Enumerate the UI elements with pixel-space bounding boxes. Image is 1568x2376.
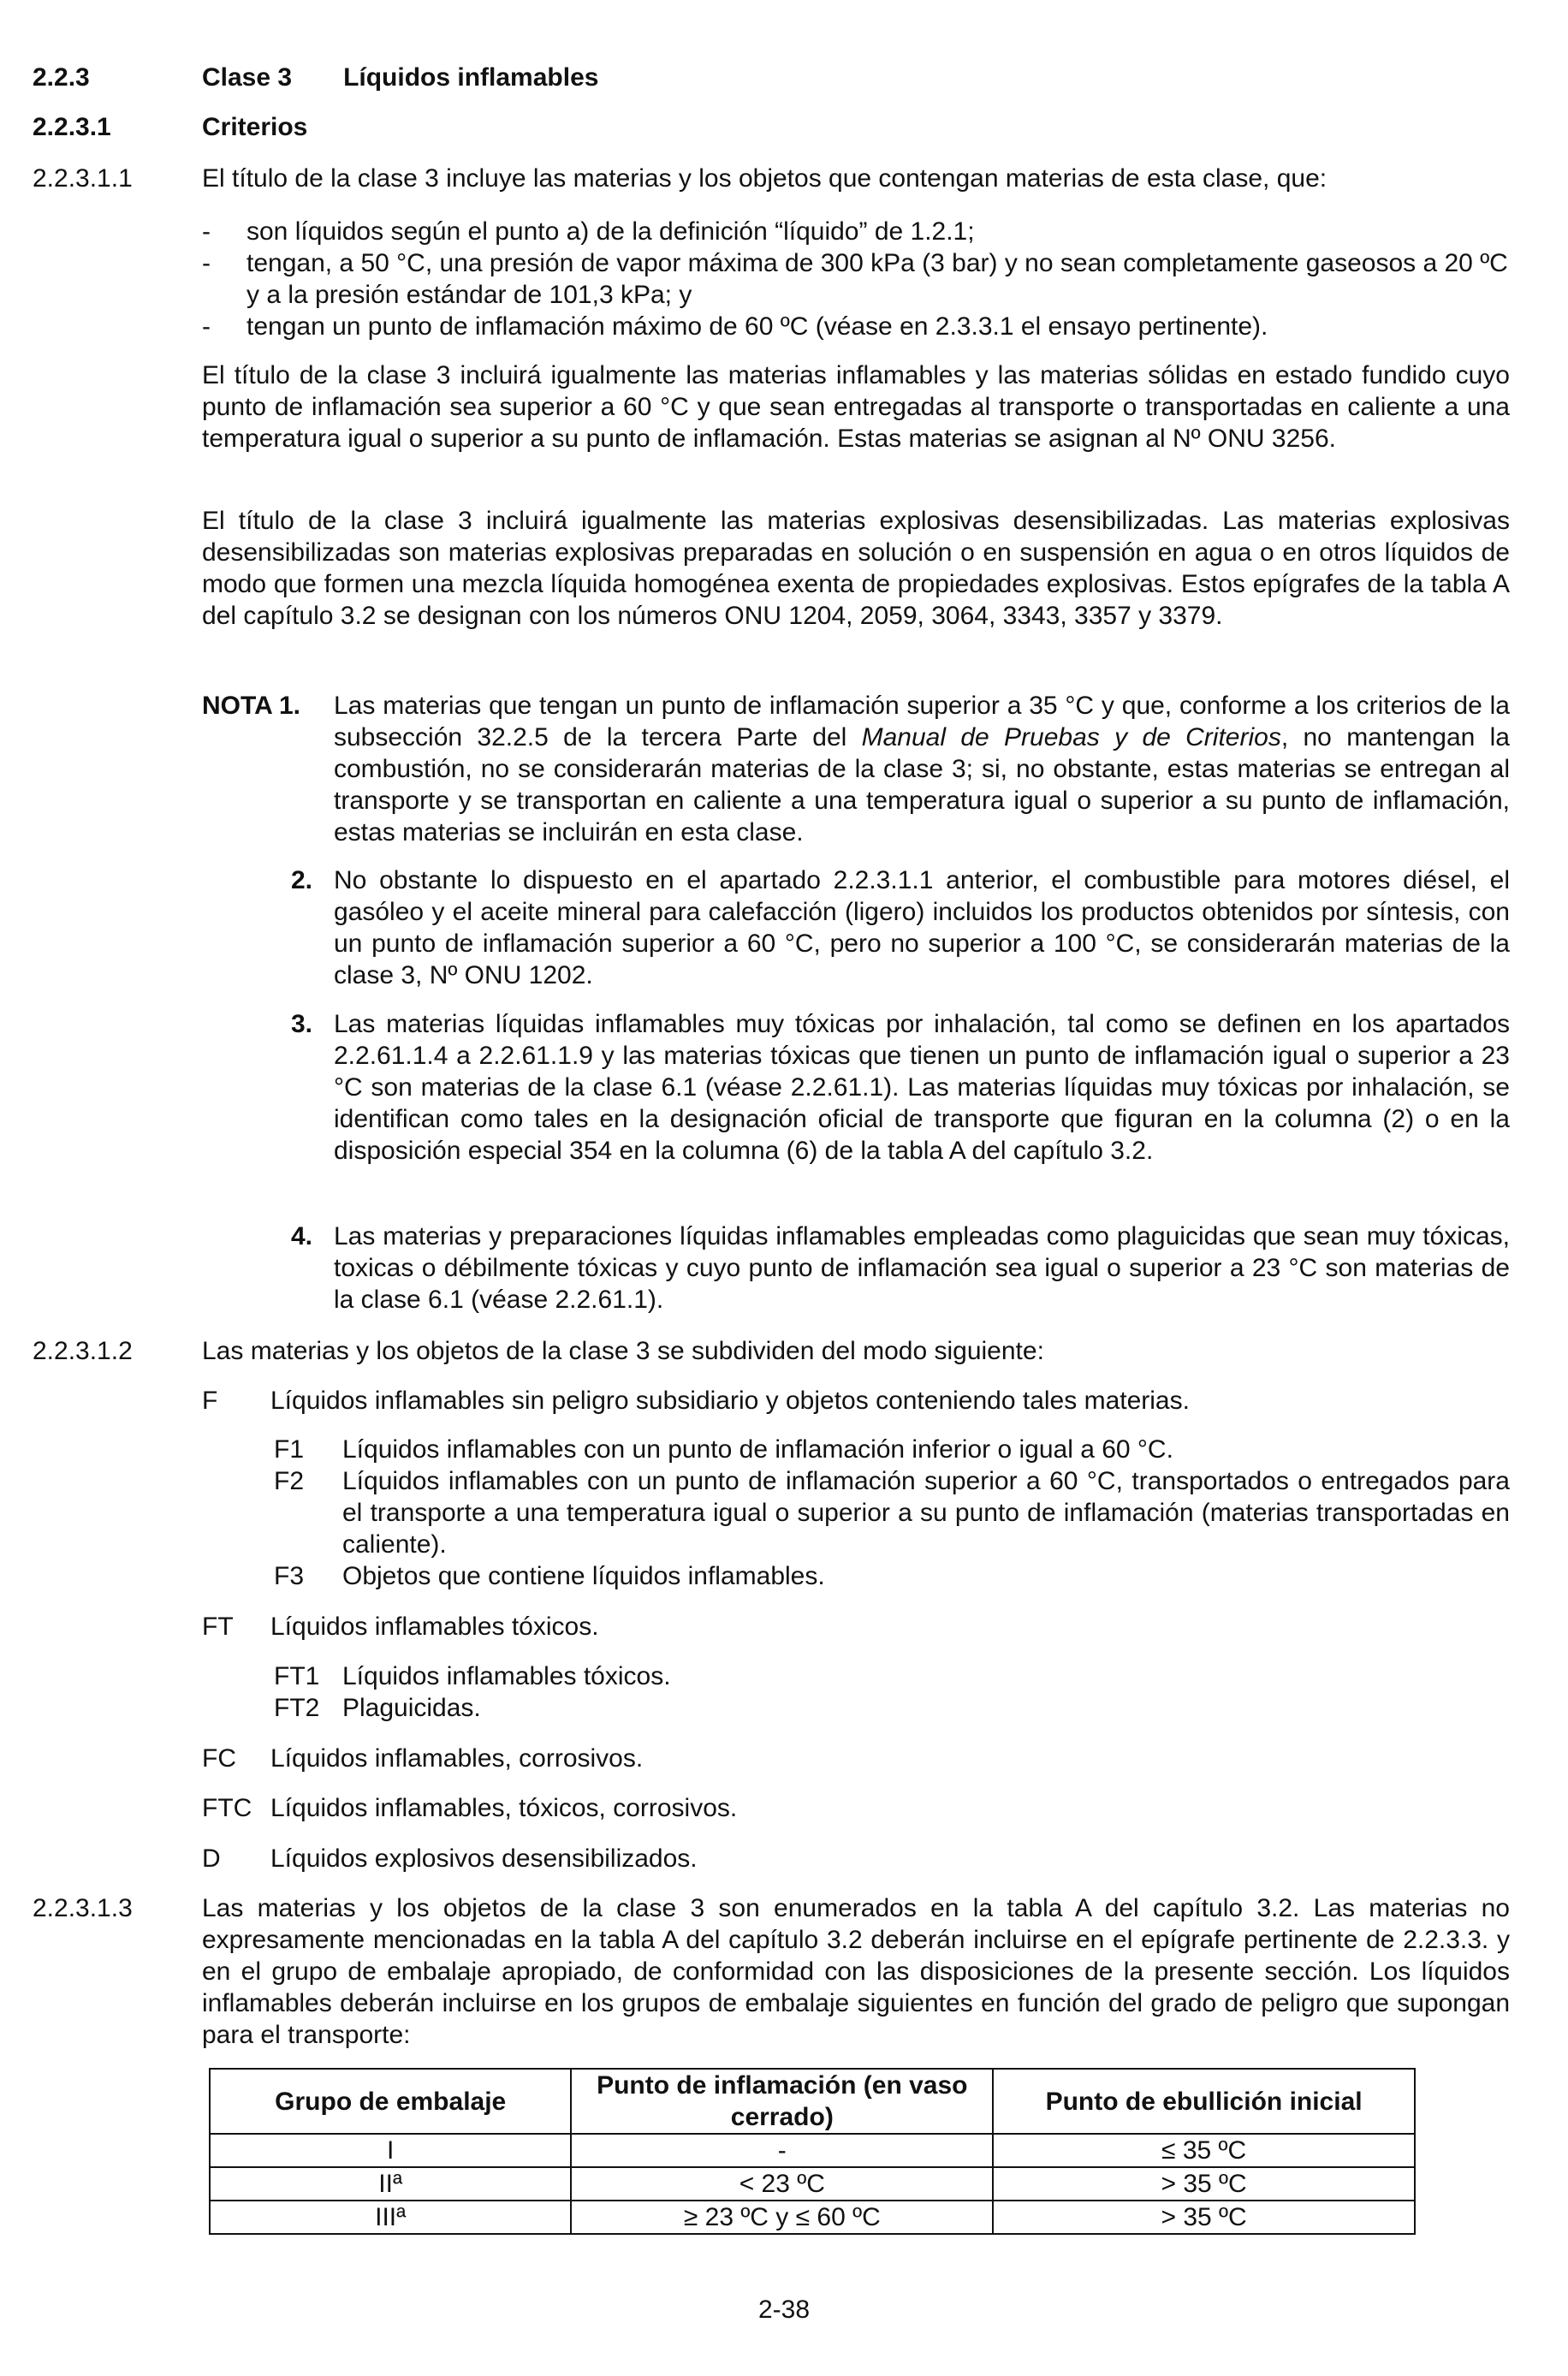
note-label: 3. (291, 1010, 313, 1038)
packing-group-table (209, 2068, 1416, 2235)
table-cell: < 23 ºC (571, 2167, 993, 2201)
manual-title: Manual de Pruebas y de Criterios (861, 723, 1281, 751)
table-row (210, 2201, 1415, 2234)
page-number: 2-38 (757, 2296, 811, 2324)
table-cell: > 35 ºC (993, 2167, 1415, 2201)
category-text: Objetos que contiene líquidos inflamables. (342, 1562, 825, 1590)
category-code: FC (202, 1744, 236, 1773)
paragraph-number: 2.2.3.1.2 (33, 1337, 133, 1365)
category-text: Líquidos inflamables, tóxicos, corrosivos. (270, 1794, 738, 1822)
table-cell: IIª (210, 2167, 571, 2201)
category-text: Líquidos inflamables tóxicos. (342, 1662, 671, 1690)
bullet-dash: - (202, 249, 211, 277)
table-cell: - (571, 2134, 993, 2167)
note-text: Las materias líquidas inflamables muy tóxicas por inhalación, tal como se definen en los apartados 2.2.61.1.4 a 2.2.61.1.9 y las materias tóxicas que tienen un punto de inflamación igual o superior a 23 °C son materias de la clase 6.1 (véase 2.2.61.1). Las materias líquidas muy tóxicas por inhalación, se identifican como tales en la designación oficial de transporte que figuran en la columna (2) o en la disposición especial 354 en la columna (6) de la tabla A del capítulo 3.2. (334, 1010, 1510, 1165)
paragraph-number: 2.2.3.1.3 (33, 1894, 133, 1922)
note-label: NOTA 1. (202, 692, 301, 720)
category-code: FT (202, 1613, 234, 1641)
note-text-part: Las materias que tengan un punto de inflamación superior a 35 °C y que, conforme a los criterios de la subsección 32.2.5 de la tercera Parte del (334, 692, 1510, 751)
table-cell: ≥ 23 ºC y ≤ 60 ºC (571, 2201, 993, 2234)
category-code: F1 (274, 1435, 305, 1464)
category-code: FT1 (274, 1662, 320, 1690)
column-header: Punto de ebullición inicial (993, 2069, 1415, 2134)
category-code: F2 (274, 1467, 305, 1495)
bullet-text: tengan, a 50 °C, una presión de vapor máxima de 300 kPa (3 bar) y no sean completamente gaseosos a 20 ºC y a la presión estándar de 101,3 kPa; y (246, 249, 1508, 309)
table-cell: IIIª (210, 2201, 571, 2234)
note-text-part: , no mantengan la combustión, no se considerarán materias de la clase 3; si, no obstante, estas materias se entregan al transporte y se transportan en caliente a una temperatura igual o superior a su punto de inflamación, estas materias se incluirán en esta clase. (334, 723, 1510, 846)
bullet-text: son líquidos según el punto a) de la definición “líquido” de 1.2.1; (246, 217, 975, 246)
category-text: Líquidos inflamables sin peligro subsidiario y objetos conteniendo tales materias. (270, 1387, 1190, 1415)
category-code: D (202, 1844, 221, 1873)
table-header-row (210, 2069, 1415, 2134)
category-code: F (202, 1387, 218, 1415)
category-text: Líquidos inflamables, corrosivos. (270, 1744, 644, 1773)
bullet-text: tengan un punto de inflamación máximo de 60 ºC (véase en 2.3.3.1 el ensayo pertinente). (246, 312, 1268, 341)
category-code: FTC (202, 1794, 252, 1822)
paragraph-text: Las materias y los objetos de la clase 3 son enumerados en la tabla A del capítulo 3.2. Las materias no expresamente mencionadas en la tabla A del capítulo 3.2 deberán incluirse en el epígrafe pertinente de 2.2.3.3. y en el grupo de embalaje apropiado, de conformidad con las disposiciones de la presente sección. Los líquidos inflamables deberán incluirse en los grupos de embalaje siguientes en función del grado de peligro que supongan para el transporte: (202, 1894, 1510, 2049)
category-text: Líquidos explosivos desensibilizados. (270, 1844, 698, 1873)
column-header: Grupo de embalaje (210, 2069, 571, 2134)
category-code: FT2 (274, 1694, 320, 1722)
table-row (210, 2134, 1415, 2167)
note-text (334, 690, 1510, 848)
category-text: Líquidos inflamables con un punto de inflamación superior a 60 °C, transportados o entregados para el transporte a una temperatura igual o superior a su punto de inflamación (materias transportadas en caliente). (342, 1467, 1510, 1559)
table-cell: I (210, 2134, 571, 2167)
category-text: Plaguicidas. (342, 1694, 481, 1722)
note-text: Las materias y preparaciones líquidas inflamables empleadas como plaguicidas que sean muy tóxicas, toxicas o débilmente tóxicas y cuyo punto de inflamación sea igual o superior a 23 °C son materias de la clase 6.1 (véase 2.2.61.1). (334, 1222, 1510, 1314)
table-cell: > 35 ºC (993, 2201, 1415, 2234)
paragraph-text: El título de la clase 3 incluirá igualmente las materias inflamables y las materias sólidas en estado fundido cuyo punto de inflamación sea superior a 60 °C y que sean entregadas al transporte o transportadas en caliente a una temperatura igual o superior a su punto de inflamación. Estas materias se asignan al Nº ONU 3256. (202, 361, 1510, 453)
section-number: 2.2.3 (33, 63, 90, 92)
subsection-number: 2.2.3.1 (33, 113, 111, 141)
category-text: Líquidos inflamables con un punto de inflamación inferior o igual a 60 °C. (342, 1435, 1173, 1464)
note-label: 2. (291, 866, 313, 894)
section-title: Clase 3 Líquidos inflamables (202, 63, 599, 92)
subsection-title: Criterios (202, 113, 308, 141)
table-row (210, 2167, 1415, 2201)
paragraph-number: 2.2.3.1.1 (33, 164, 133, 193)
note-label: 4. (291, 1222, 313, 1250)
paragraph-text: El título de la clase 3 incluye las materias y los objetos que contengan materias de esta clase, que: (202, 164, 1327, 193)
bullet-dash: - (202, 312, 211, 341)
note-text: No obstante lo dispuesto en el apartado 2.2.3.1.1 anterior, el combustible para motores diésel, el gasóleo y el aceite mineral para calefacción (ligero) incluidos los productos obtenidos por síntesis, con un punto de inflamación superior a 60 °C, pero no superior a 100 °C, se considerarán materias de la clase 3, Nº ONU 1202. (334, 866, 1510, 989)
paragraph-text: Las materias y los objetos de la clase 3 se subdividen del modo siguiente: (202, 1337, 1044, 1365)
category-code: F3 (274, 1562, 305, 1590)
table-cell: ≤ 35 ºC (993, 2134, 1415, 2167)
category-text: Líquidos inflamables tóxicos. (270, 1613, 599, 1641)
bullet-dash: - (202, 217, 211, 246)
paragraph-text: El título de la clase 3 incluirá igualmente las materias explosivas desensibilizadas. Las materias explosivas desensibilizadas son materias explosivas preparadas en solución o en suspensión en agua o en otros líquidos de modo que formen una mezcla líquida homogénea exenta de propiedades explosivas. Estos epígrafes de la tabla A del capítulo 3.2 se designan con los números ONU 1204, 2059, 3064, 3343, 3357 y 3379. (202, 507, 1510, 630)
column-header: Punto de inflamación (en vaso cerrado) (571, 2069, 993, 2134)
